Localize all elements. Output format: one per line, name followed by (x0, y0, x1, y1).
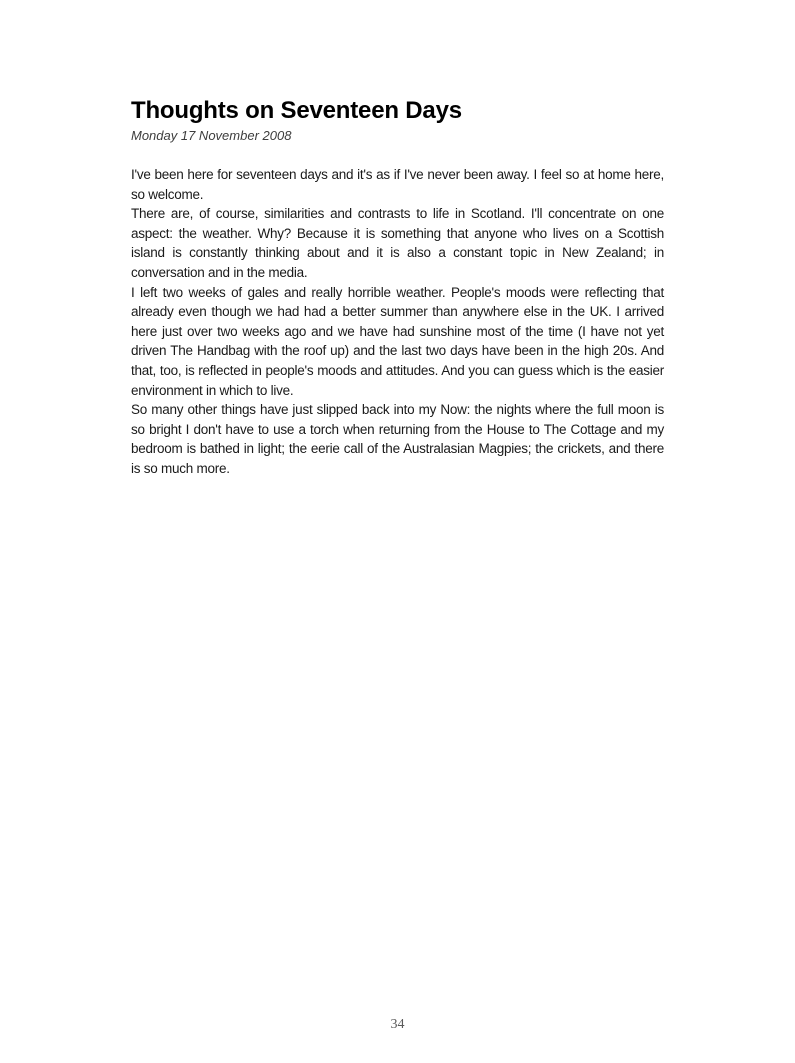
post-date: Monday 17 November 2008 (131, 128, 292, 143)
paragraph: So many other things have just slipped back into my Now: the nights where the full moon is so bright I don't have to use a torch when returning from the House to The Cottage and my bedroom is bathed in light; the eerie call of the Australasian Magpies; the crickets, and there is so much more. (131, 402, 664, 476)
page-title: Thoughts on Seventeen Days (131, 97, 462, 124)
paragraph: There are, of course, similarities and contrasts to life in Scotland. I'll concentrate on one aspect: the weather. Why? Because it is something that anyone who lives on a Scottish island is constantly thinking about and it is also a constant topic in New Zealand; in conversation and in the media. (131, 206, 664, 280)
article (131, 97, 664, 479)
paragraph: I left two weeks of gales and really horrible weather. People's moods were reflecting that already even though we had had a better summer than anywhere else in the UK. I arrived here just over two weeks ago and we have had sunshine most of the time (I have not yet driven The Handbag with the roof up) and the last two days have been in the high 20s. And that, too, is reflected in people's moods and attitudes. And you can guess which is the easier environment in which to live. (131, 284, 664, 398)
article-body (131, 165, 664, 479)
paragraph: I've been here for seventeen days and it's as if I've never been away. I feel so at home here, so welcome. (131, 167, 664, 202)
page-number: 34 (390, 1017, 405, 1032)
